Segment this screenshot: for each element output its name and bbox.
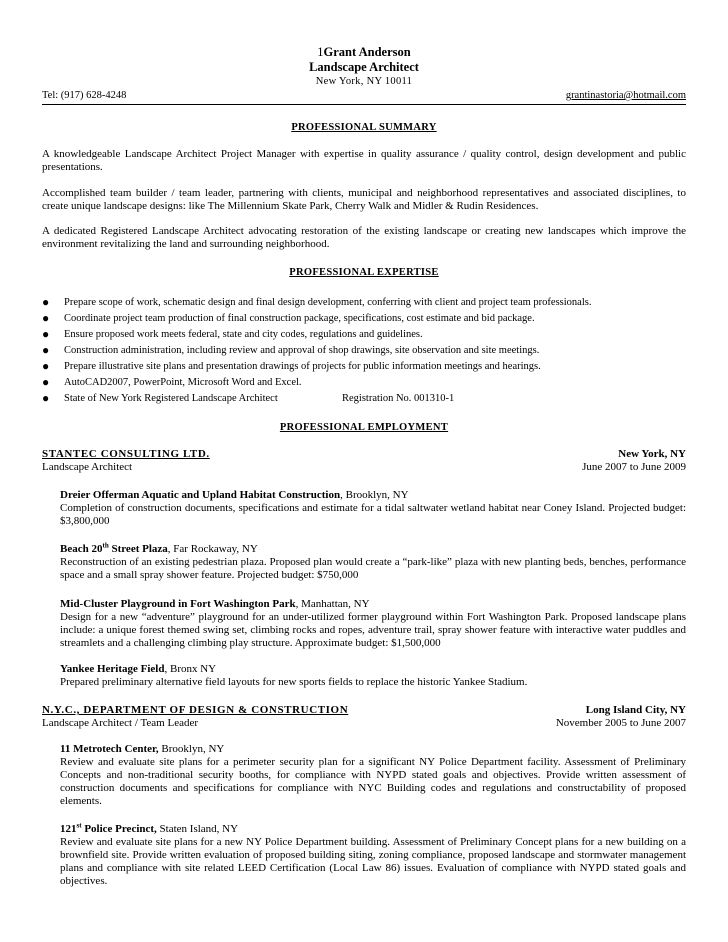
project-entry bbox=[60, 489, 686, 528]
employer-name: STANTEC CONSULTING LTD. bbox=[42, 448, 210, 460]
role-title: Landscape Architect bbox=[42, 461, 133, 473]
email-link[interactable]: grantinastoria@hotmail.com bbox=[565, 90, 686, 101]
page-number: 1 bbox=[317, 45, 324, 59]
list-item: ● Coordinate project team production of final construction package, specifications, cost estimate and bid package. bbox=[42, 311, 535, 325]
project-description: Design for a new “adventure” playground for an under-utilized former playground within Fort Washington Park. Proposed landscape plans include: a unique forest themed swing set, climbing rocks and ropes, adventure trail, spray shower feature with interactive water puddles and streamlets and a challenging climbing play structure. Approximate budget: $1,500,000 bbox=[60, 611, 686, 649]
list-item: ● State of New York Registered Landscape Architect Registration No. 001310-1 bbox=[42, 391, 455, 405]
employer-city: Long Island City, NY bbox=[585, 704, 686, 716]
bullet-icon: ● bbox=[42, 327, 50, 341]
job-title: Landscape Architect bbox=[309, 60, 419, 74]
bullet-icon: ● bbox=[42, 359, 50, 373]
bullet-icon: ● bbox=[42, 295, 50, 309]
section-heading-employment: PROFESSIONAL EMPLOYMENT bbox=[279, 422, 449, 433]
project-entry bbox=[60, 823, 686, 888]
name-line bbox=[42, 45, 686, 59]
project-entry bbox=[60, 663, 686, 689]
role-dates: June 2007 to June 2009 bbox=[582, 461, 686, 473]
phone: Tel: (917) 628-4248 bbox=[42, 90, 127, 101]
registration-number: Registration No. 001310-1 bbox=[342, 393, 455, 404]
summary-paragraph-2: Accomplished team builder / team leader, partnering with clients, municipal and neighborhood representatives and associated disciplines, to create unique landscape designs: like The Millennium Skate Park, Cherry Walk and Midler & Rudin Residences. bbox=[42, 187, 686, 212]
project-title: 11 Metrotech Center, bbox=[60, 743, 159, 755]
project-location: Staten Island, NY bbox=[156, 823, 239, 835]
location: New York, NY 10011 bbox=[315, 76, 413, 87]
project-location: , Manhattan, NY bbox=[295, 598, 370, 610]
employer-name: N.Y.C., DEPARTMENT OF DESIGN & CONSTRUCTION bbox=[42, 704, 349, 716]
bullet-icon: ● bbox=[42, 375, 50, 389]
project-title: 121st Police Precinct, bbox=[60, 821, 157, 835]
expertise-list bbox=[42, 296, 686, 408]
candidate-name: Grant Anderson bbox=[323, 45, 411, 59]
role-title: Landscape Architect / Team Leader bbox=[42, 717, 199, 729]
section-heading-expertise: PROFESSIONAL EXPERTISE bbox=[289, 267, 439, 278]
project-title: Mid-Cluster Playground in Fort Washington Park bbox=[60, 598, 296, 610]
project-location: Brooklyn, NY bbox=[158, 743, 225, 755]
project-entry bbox=[60, 743, 686, 808]
project-location: , Far Rockaway, NY bbox=[167, 543, 258, 555]
project-entry bbox=[60, 543, 686, 582]
project-title: Beach 20th Street Plaza bbox=[60, 541, 168, 555]
bullet-icon: ● bbox=[42, 391, 50, 405]
list-item: ● Construction administration, including review and approval of shop drawings, site observation and site meetings. bbox=[42, 343, 540, 357]
summary-paragraph-3: A dedicated Registered Landscape Architect advocating restoration of the existing landscape or creating new landscapes which improve the environment revitalizing the land and surrounding neighborhood. bbox=[42, 225, 686, 250]
list-item: ● Ensure proposed work meets federal, state and city codes, regulations and guidelines. bbox=[42, 327, 423, 341]
role-dates: November 2005 to June 2007 bbox=[555, 717, 686, 729]
section-heading-summary: PROFESSIONAL SUMMARY bbox=[291, 122, 437, 133]
list-item: ● AutoCAD2007, PowerPoint, Microsoft Word and Excel. bbox=[42, 375, 302, 389]
project-description: Review and evaluate site plans for a new NY Police Department building. Assessment of Preliminary Concept plans for a new building on a brownfield site. Provide written evaluation of proposed building siting, zoning compliance, proposed landscape and stormwater management plans and compliance with site related LEED Certification (Local Law 86) issues. Evaluation of compliance with NYPD stated goals and objectives. bbox=[60, 836, 686, 887]
project-description: Reconstruction of an existing pedestrian plaza. Proposed plan would create a “park-like” plaza with new planting beds, benches, performance space and a small spray shower feature. Projected budget: $750,000 bbox=[60, 556, 686, 581]
header-divider bbox=[42, 104, 686, 105]
list-item: ● Prepare illustrative site plans and presentation drawings of projects for public information meetings and hearings. bbox=[42, 359, 541, 373]
bullet-icon: ● bbox=[42, 343, 50, 357]
project-entry bbox=[60, 598, 686, 650]
project-title: Yankee Heritage Field bbox=[60, 663, 165, 675]
project-description: Completion of construction documents, specifications and estimate for a tidal saltwater wetland habitat near Coney Island. Projected budget: $3,800,000 bbox=[60, 502, 686, 527]
project-description: Prepared preliminary alternative field layouts for new sports fields to replace the historic Yankee Stadium. bbox=[60, 676, 528, 688]
employer-city: New York, NY bbox=[618, 448, 686, 460]
project-description: Review and evaluate site plans for a perimeter security plan for a significant NY Police Department facility. Assessment of Preliminary Concepts and non-traditional security booths, for compliance with NYPD stated goals and objectives. Provide written assessment of construction documents and specifications for compliance with NYC Building codes and regulations and constructability of proposed elements. bbox=[60, 756, 686, 807]
project-location: , Brooklyn, NY bbox=[340, 489, 409, 501]
project-title: Dreier Offerman Aquatic and Upland Habitat Construction bbox=[60, 489, 341, 501]
list-item: ● Prepare scope of work, schematic design and final design development, conferring with client and project team professionals. bbox=[42, 295, 592, 309]
bullet-icon: ● bbox=[42, 311, 50, 325]
project-location: , Bronx NY bbox=[164, 663, 217, 675]
summary-paragraph-1: A knowledgeable Landscape Architect Project Manager with expertise in quality assurance / quality control, design development and public presentations. bbox=[42, 148, 686, 173]
